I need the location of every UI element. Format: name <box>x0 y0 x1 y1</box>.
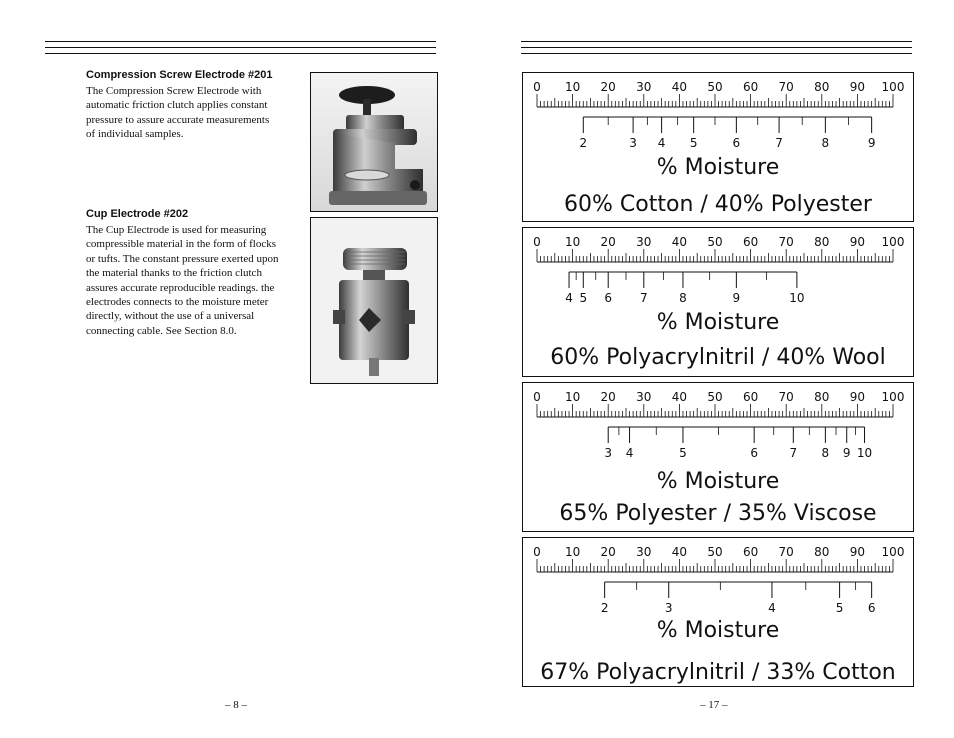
scale-top-label: 100 <box>881 80 905 94</box>
moisture-label: 4 <box>625 446 634 460</box>
moisture-minor-ticks <box>637 582 856 590</box>
moisture-label: 5 <box>835 601 844 615</box>
moisture-minor-ticks <box>608 117 848 125</box>
scale-top-label: 70 <box>778 545 794 559</box>
scale-top-label: 80 <box>814 80 830 94</box>
scale-top-label: 10 <box>564 80 581 94</box>
scale-top-label: 30 <box>636 80 652 94</box>
scale-caption: % Moisture <box>656 618 780 643</box>
scale-material: 60% Polyacrylnitril / 40% Wool <box>550 345 886 370</box>
moisture-label: 2 <box>600 601 609 615</box>
scale-top-label: 10 <box>564 545 581 559</box>
moisture-label: 10 <box>856 446 873 460</box>
moisture-label: 9 <box>842 446 851 460</box>
scale-top-label: 70 <box>778 390 794 404</box>
scale-top-label: 40 <box>671 390 688 404</box>
scale-caption: % Moisture <box>656 310 780 335</box>
scale-top-label: 30 <box>636 235 652 249</box>
scale-material: 65% Polyester / 35% Viscose <box>559 501 877 526</box>
moisture-label: 5 <box>579 291 588 305</box>
moisture-label: 9 <box>867 136 876 150</box>
scale-top-ticks <box>537 249 893 262</box>
moisture-label: 9 <box>732 291 741 305</box>
scale-top-label: 50 <box>707 235 723 249</box>
scale-top-label: 20 <box>600 235 616 249</box>
scale-top-label: 50 <box>707 545 723 559</box>
scale-top-label: 0 <box>533 390 541 404</box>
header-rule <box>521 41 912 42</box>
scale-top-ticks <box>537 559 893 572</box>
section-body-compression-screw-electrode: The Compression Screw Electrode with automatic friction clutch applies constant pressure to assure accurate measurements of individual samples. <box>86 85 270 141</box>
moisture-label: 3 <box>604 446 613 460</box>
scale-top-ticks <box>537 404 893 417</box>
moisture-label: 7 <box>639 291 648 305</box>
scale-top-label: 80 <box>814 390 830 404</box>
moisture-label: 6 <box>750 446 758 460</box>
scale-top-label: 90 <box>849 80 866 94</box>
scale-top-label: 50 <box>707 80 723 94</box>
scale-top-label: 70 <box>778 80 794 94</box>
moisture-label: 8 <box>679 291 687 305</box>
moisture-label: 6 <box>604 291 613 305</box>
scale-top-label: 100 <box>881 235 905 249</box>
moisture-label: 8 <box>821 446 830 460</box>
section-body-cup-electrode: The Cup Electrode is used for measuring compressible material in the form of flocks or tufts. The constant pressure exerted upon the material thanks to the friction clutch assures accurate reproducible readings. the electrodes connects to the moisture meter directly, without the use of a universal connecting cable. See Section 8.0. <box>86 224 279 337</box>
scale-top-label: 40 <box>671 545 688 559</box>
scale-caption: % Moisture <box>656 155 780 180</box>
moisture-minor-ticks <box>576 272 766 280</box>
moisture-label: 3 <box>664 601 673 615</box>
scale-top-label: 10 <box>564 390 581 404</box>
scale-top-label: 40 <box>671 80 688 94</box>
header-rule <box>521 53 912 54</box>
moisture-scale-panel <box>522 72 914 222</box>
scale-top-label: 20 <box>600 390 616 404</box>
moisture-scale-panel <box>522 382 914 532</box>
moisture-label: 4 <box>565 291 573 305</box>
section-title-compression-screw-electrode: Compression Screw Electrode #201 <box>86 69 273 81</box>
scale-top-label: 60 <box>742 545 759 559</box>
header-rule <box>45 41 436 42</box>
moisture-label: 8 <box>821 136 830 150</box>
moisture-scale-panel <box>522 537 914 687</box>
scale-top-label: 40 <box>671 235 688 249</box>
header-rule <box>521 47 912 48</box>
moisture-label: 5 <box>679 446 687 460</box>
moisture-label: 4 <box>768 601 776 615</box>
moisture-label: 6 <box>732 136 741 150</box>
scale-top-label: 90 <box>849 545 866 559</box>
scale-material: 67% Polyacrylnitril / 33% Cotton <box>540 660 896 685</box>
moisture-minor-ticks <box>619 427 856 435</box>
scale-top-label: 100 <box>881 390 905 404</box>
page-number: – 17 – <box>700 699 728 711</box>
scale-material: 60% Cotton / 40% Polyester <box>564 192 872 217</box>
scale-top-label: 50 <box>707 390 723 404</box>
scale-top-label: 70 <box>778 235 794 249</box>
scale-top-label: 60 <box>742 390 759 404</box>
scale-top-label: 80 <box>814 545 830 559</box>
scale-top-label: 20 <box>600 80 616 94</box>
header-rule <box>45 53 436 54</box>
scale-top-label: 0 <box>533 235 541 249</box>
scale-top-label: 90 <box>849 390 866 404</box>
moisture-label: 7 <box>789 446 798 460</box>
scale-top-label: 30 <box>636 390 652 404</box>
scale-top-label: 60 <box>742 235 759 249</box>
header-rule <box>45 47 436 48</box>
scale-top-label: 90 <box>849 235 866 249</box>
section-title-cup-electrode: Cup Electrode #202 <box>86 208 189 220</box>
scale-top-label: 0 <box>533 545 541 559</box>
moisture-label: 6 <box>867 601 876 615</box>
scale-top-label: 100 <box>881 545 905 559</box>
compression-screw-electrode-photo <box>310 72 438 212</box>
scale-top-ticks <box>537 94 893 107</box>
moisture-label: 3 <box>629 136 637 150</box>
scale-caption: % Moisture <box>656 469 780 494</box>
moisture-label: 10 <box>789 291 805 305</box>
moisture-label: 5 <box>689 136 698 150</box>
moisture-label: 2 <box>579 136 588 150</box>
moisture-label: 4 <box>657 136 666 150</box>
scale-top-label: 20 <box>600 545 616 559</box>
moisture-scale-panel <box>522 227 914 377</box>
scale-top-label: 10 <box>564 235 581 249</box>
page-number: – 8 – <box>225 699 247 711</box>
scale-top-label: 0 <box>533 80 541 94</box>
cup-electrode-photo <box>310 217 438 384</box>
moisture-label: 7 <box>775 136 783 150</box>
scale-top-label: 30 <box>636 545 652 559</box>
scale-top-label: 60 <box>742 80 759 94</box>
scale-top-label: 80 <box>814 235 830 249</box>
